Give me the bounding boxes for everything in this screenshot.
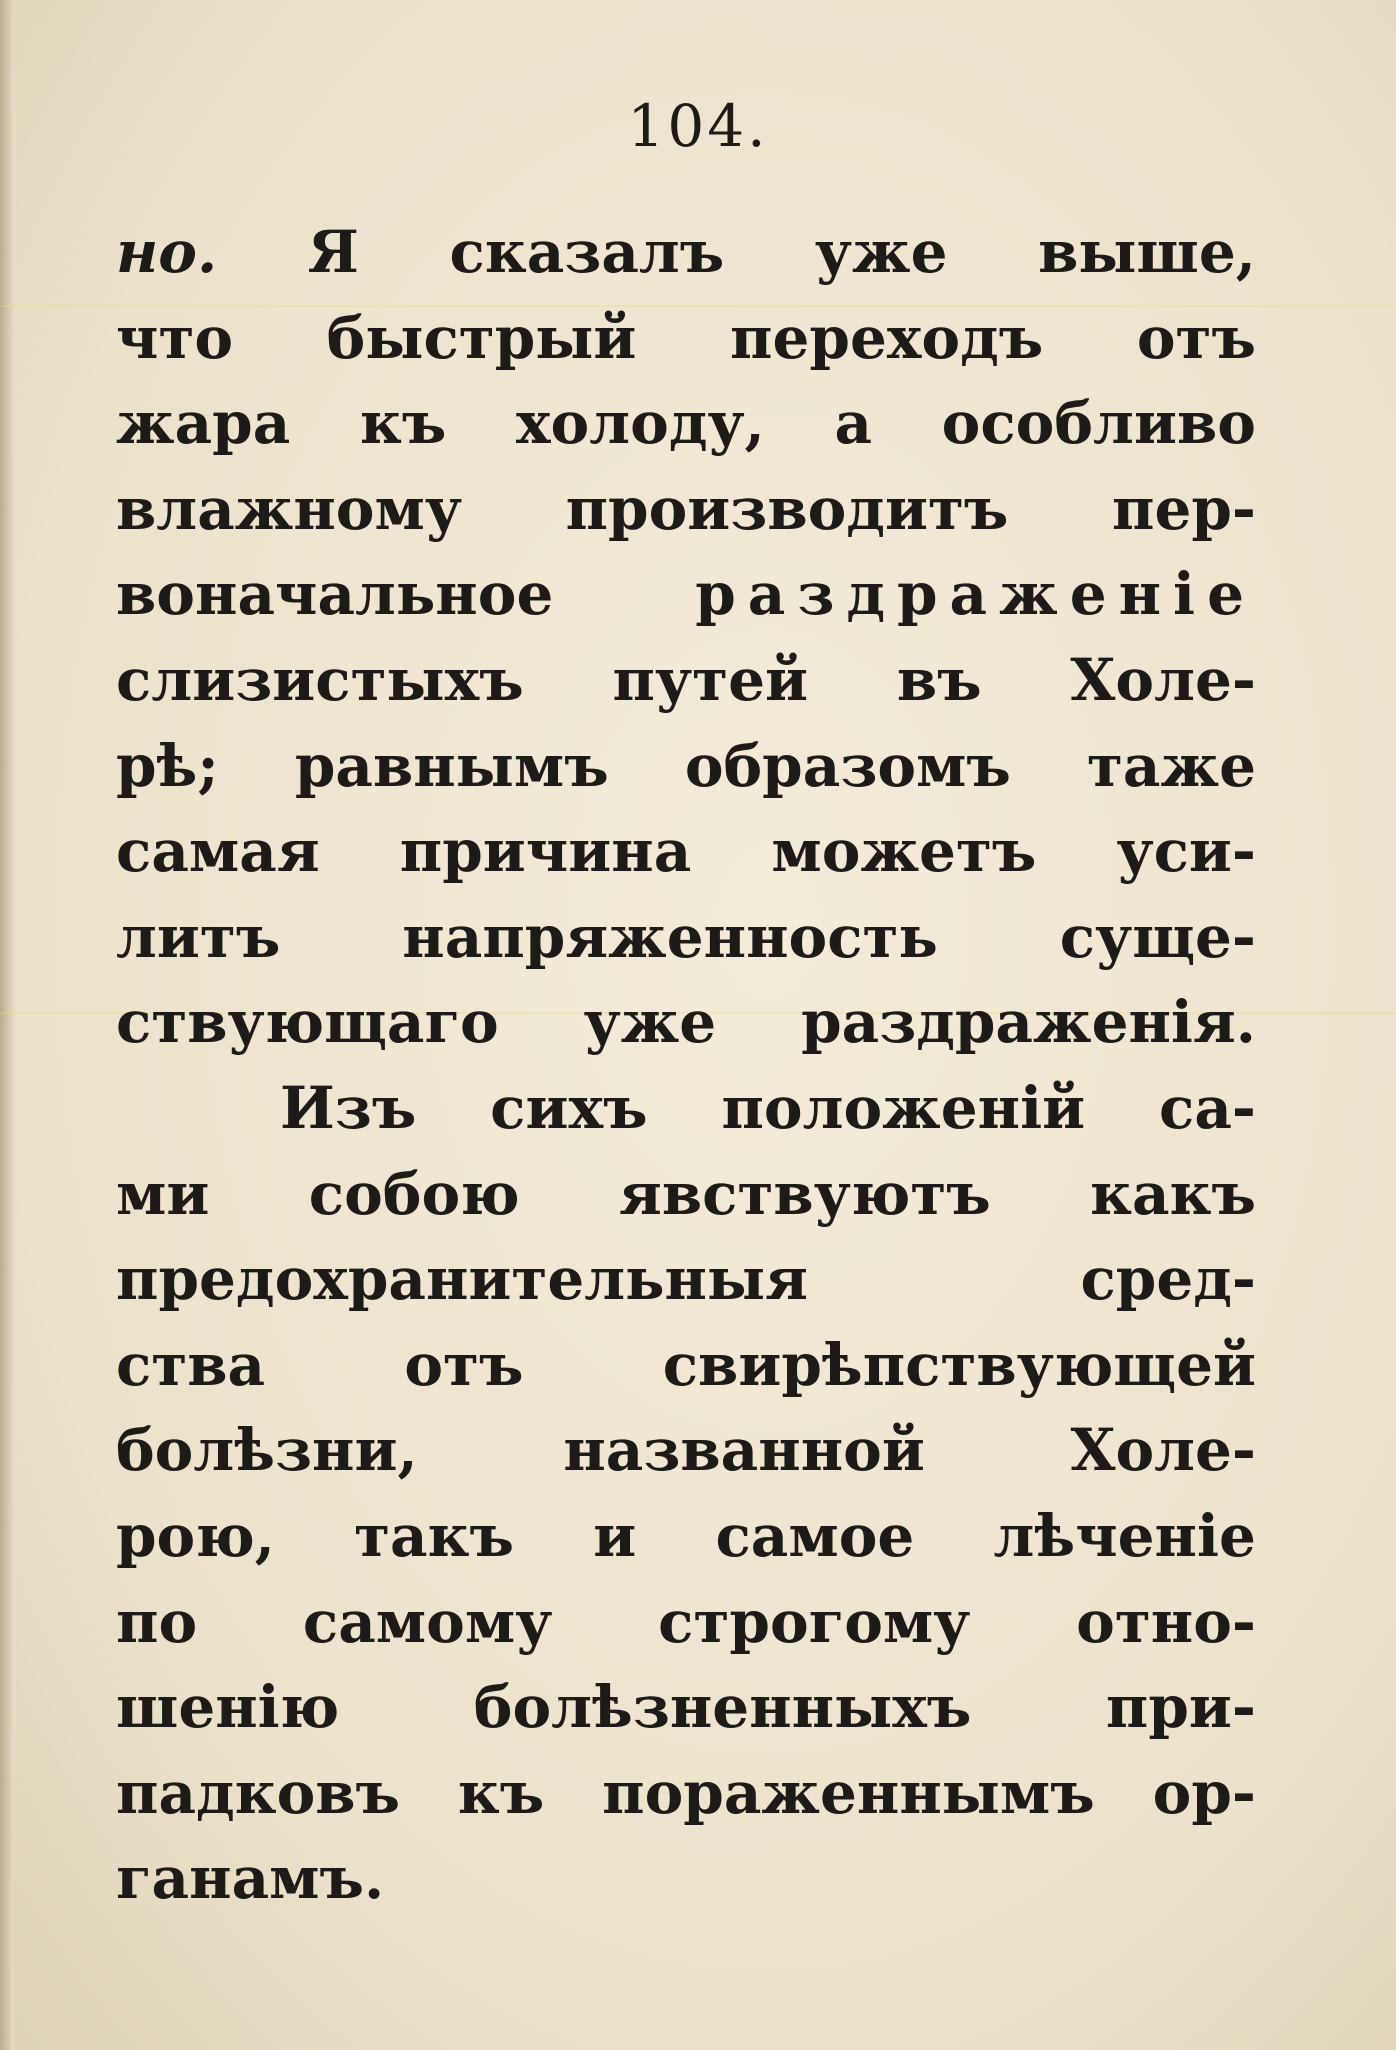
word: къ: [359, 389, 447, 458]
word: падковъ: [116, 1758, 401, 1827]
word: и: [593, 1501, 637, 1570]
word: къ: [457, 1758, 545, 1827]
word: Холе-: [1070, 1416, 1256, 1485]
word: уже: [814, 218, 948, 286]
word: равнымъ: [294, 731, 609, 800]
text-line: [116, 809, 1256, 895]
word: явствуютъ: [619, 1159, 991, 1228]
word: влажному: [116, 474, 462, 543]
text-line: [116, 381, 1256, 467]
word: уси-: [1116, 817, 1256, 886]
word: Холе-: [1070, 645, 1256, 714]
word: раздраженіе: [695, 560, 1256, 629]
word: суще-: [1059, 902, 1256, 971]
word: шенію: [116, 1673, 340, 1742]
word: а: [834, 389, 873, 458]
word: собою: [308, 1159, 520, 1228]
word: строгому: [658, 1587, 971, 1656]
word: въ: [896, 645, 982, 714]
text-line: [116, 724, 1256, 810]
word: отъ: [1136, 303, 1256, 372]
word: отно-: [1076, 1587, 1256, 1656]
word: жара: [116, 389, 291, 458]
text-line: [116, 1494, 1256, 1580]
word: литъ: [116, 902, 281, 971]
word: Я: [307, 218, 359, 286]
word: что: [116, 303, 234, 372]
word: болѣзни,: [116, 1416, 418, 1485]
text-line: [116, 1237, 1256, 1323]
word: ства: [116, 1330, 266, 1399]
word: воначальное: [116, 560, 554, 629]
text-line: [116, 1751, 1256, 1837]
word: предохранительныя: [116, 1245, 808, 1314]
text-line: [116, 296, 1256, 382]
word: рою,: [116, 1501, 275, 1570]
word: самому: [302, 1587, 553, 1656]
text-line: [116, 210, 1256, 296]
word: положеній: [721, 1073, 1086, 1142]
word: образомъ: [684, 731, 1011, 800]
word: ми: [116, 1159, 210, 1228]
text-line: [116, 1323, 1256, 1409]
word: са-: [1159, 1073, 1256, 1142]
word: уже: [583, 988, 717, 1057]
word: сред-: [1080, 1245, 1256, 1314]
word: но.: [116, 218, 218, 286]
text-line: [116, 895, 1256, 981]
word: ор-: [1152, 1758, 1256, 1827]
word: самое: [715, 1501, 915, 1570]
word: переходъ: [730, 303, 1044, 372]
word: болѣзненныхъ: [473, 1673, 972, 1742]
body-text: [116, 210, 1256, 1922]
text-line: [116, 1408, 1256, 1494]
word: отъ: [404, 1330, 524, 1399]
word: названной: [563, 1416, 925, 1485]
word: самая: [116, 817, 320, 886]
text-line: [116, 552, 1256, 638]
word: выше,: [1038, 218, 1256, 286]
word: Изъ: [280, 1073, 417, 1142]
word: сихъ: [490, 1073, 648, 1142]
text-line: [116, 638, 1256, 724]
page-edge-shadow: [0, 0, 14, 2050]
word: раздраженія.: [801, 988, 1256, 1057]
word: при-: [1105, 1673, 1256, 1742]
text-line: [116, 1836, 1256, 1922]
word: ганамъ.: [116, 1844, 385, 1913]
word: причина: [399, 817, 692, 886]
word: можетъ: [771, 817, 1037, 886]
word: сказалъ: [449, 218, 725, 286]
word: быстрый: [326, 303, 637, 372]
word: какъ: [1090, 1159, 1256, 1228]
word: холоду,: [515, 389, 765, 458]
text-line: [116, 467, 1256, 553]
word: лѣченіе: [993, 1501, 1256, 1570]
word: по: [116, 1587, 198, 1656]
text-line: [116, 1665, 1256, 1751]
word: слизистыхъ: [116, 645, 524, 714]
word: путей: [612, 645, 808, 714]
word: таже: [1086, 731, 1256, 800]
text-line: [116, 1580, 1256, 1666]
word: особливо: [941, 389, 1256, 458]
word: такъ: [354, 1501, 515, 1570]
page-number: 104.: [627, 92, 769, 160]
word: производитъ: [565, 474, 1009, 543]
text-line: [116, 1152, 1256, 1238]
word: пораженнымъ: [602, 1758, 1095, 1827]
text-line: [116, 1066, 1256, 1152]
text-line: [116, 980, 1256, 1066]
word: ствующаго: [116, 988, 499, 1057]
word: напряженность: [402, 902, 938, 971]
word: рѣ;: [116, 731, 219, 800]
word: пер-: [1112, 474, 1256, 543]
word: свирѣпствующей: [662, 1330, 1256, 1399]
